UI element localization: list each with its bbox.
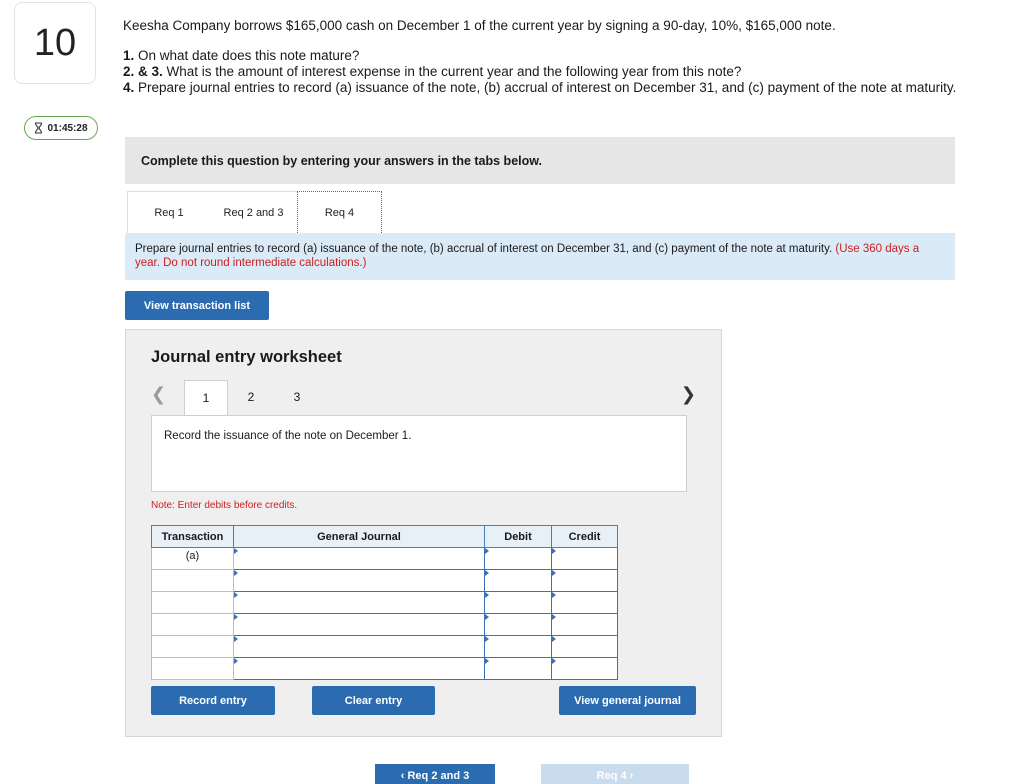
instruction-hint: (Use 360 days a year. Do not round intermediate calculations.) (135, 243, 920, 269)
problem-intro: Keesha Company borrows $165,000 cash on December 1 of the current year by signing a 90-day, 10%, $165,000 note. (123, 18, 836, 33)
debit-input[interactable] (485, 570, 552, 592)
question-number: 10 (14, 2, 96, 84)
view-general-journal-button[interactable]: View general journal (559, 686, 696, 715)
debit-input[interactable] (485, 636, 552, 658)
credit-input[interactable] (552, 614, 618, 636)
tab-req-4[interactable]: Req 4 (297, 191, 382, 233)
table-row (152, 658, 618, 680)
column-header-credit: Credit (552, 526, 618, 548)
tab-req-1[interactable]: Req 1 (127, 191, 210, 233)
account-input[interactable] (234, 614, 485, 636)
debit-input[interactable] (485, 548, 552, 570)
debit-input[interactable] (485, 658, 552, 680)
chevron-left-icon: ‹ (400, 770, 408, 782)
worksheet-title: Journal entry worksheet (151, 348, 342, 366)
problem-item-text: Prepare journal entries to record (a) issuance of the note, (b) accrual of interest on December 31, and (c) payment of the note at maturity. (134, 80, 957, 95)
timer-value: 01:45:28 (47, 122, 88, 134)
journal-table (151, 525, 618, 680)
transaction-cell (152, 658, 234, 680)
instructions-banner: Complete this question by entering your answers in the tabs below. (125, 137, 955, 184)
chevron-right-icon: › (626, 770, 634, 782)
entry-note: Note: Enter debits before credits. (151, 500, 298, 511)
table-row (152, 570, 618, 592)
table-row (152, 636, 618, 658)
column-header-transaction: Transaction (152, 526, 234, 548)
table-row (152, 614, 618, 636)
worksheet-page-2[interactable]: 2 (247, 390, 255, 404)
tab-req-2-and-3[interactable]: Req 2 and 3 (210, 191, 297, 233)
requirement-instructions (125, 233, 955, 280)
transaction-cell: (a) (152, 548, 234, 570)
credit-input[interactable] (552, 570, 618, 592)
credit-input[interactable] (552, 548, 618, 570)
chevron-right-icon[interactable]: ❯ (680, 384, 696, 404)
account-input[interactable] (234, 548, 485, 570)
problem-item (123, 64, 963, 80)
next-req-label: Req 4 (596, 770, 627, 782)
problem-statement (123, 18, 963, 96)
account-input[interactable] (234, 658, 485, 680)
problem-item (123, 80, 963, 96)
view-transaction-list-button[interactable]: View transaction list (125, 291, 269, 320)
debit-input[interactable] (485, 614, 552, 636)
instruction-text: Prepare journal entries to record (a) issuance of the note, (b) accrual of interest on December 31, and (c) payment of the note at maturity. (135, 243, 833, 255)
problem-item-label: 2. & 3. (123, 64, 163, 79)
account-input[interactable] (234, 592, 485, 614)
account-input[interactable] (234, 636, 485, 658)
account-input[interactable] (234, 570, 485, 592)
problem-item-text: What is the amount of interest expense in the current year and the following year from this note? (162, 64, 742, 79)
transaction-cell (152, 592, 234, 614)
transaction-cell (152, 636, 234, 658)
problem-item (123, 48, 963, 64)
credit-input[interactable] (552, 636, 618, 658)
prev-req-button[interactable] (375, 764, 495, 784)
problem-item-label: 1. (123, 48, 135, 63)
worksheet-pager (151, 380, 696, 414)
table-row (152, 592, 618, 614)
column-header-debit: Debit (485, 526, 552, 548)
prev-req-label: Req 2 and 3 (407, 770, 470, 782)
transaction-cell (152, 614, 234, 636)
problem-item-text: On what date does this note mature? (134, 48, 360, 63)
chevron-left-icon[interactable]: ❮ (151, 384, 167, 404)
table-row (152, 548, 618, 570)
problem-item-label: 4. (123, 80, 135, 95)
entry-description: Record the issuance of the note on December 1. (151, 415, 687, 492)
record-entry-button[interactable]: Record entry (151, 686, 275, 715)
column-header-general-journal: General Journal (234, 526, 485, 548)
journal-entry-worksheet (125, 329, 722, 737)
clear-entry-button[interactable]: Clear entry (312, 686, 435, 715)
requirement-tabs (127, 191, 382, 233)
credit-input[interactable] (552, 658, 618, 680)
worksheet-page-1[interactable]: 1 (184, 380, 228, 415)
next-req-button[interactable] (541, 764, 689, 784)
worksheet-page-3[interactable]: 3 (293, 390, 301, 404)
debit-input[interactable] (485, 592, 552, 614)
transaction-cell (152, 570, 234, 592)
hourglass-icon (34, 122, 43, 134)
timer-badge[interactable] (24, 116, 98, 140)
credit-input[interactable] (552, 592, 618, 614)
